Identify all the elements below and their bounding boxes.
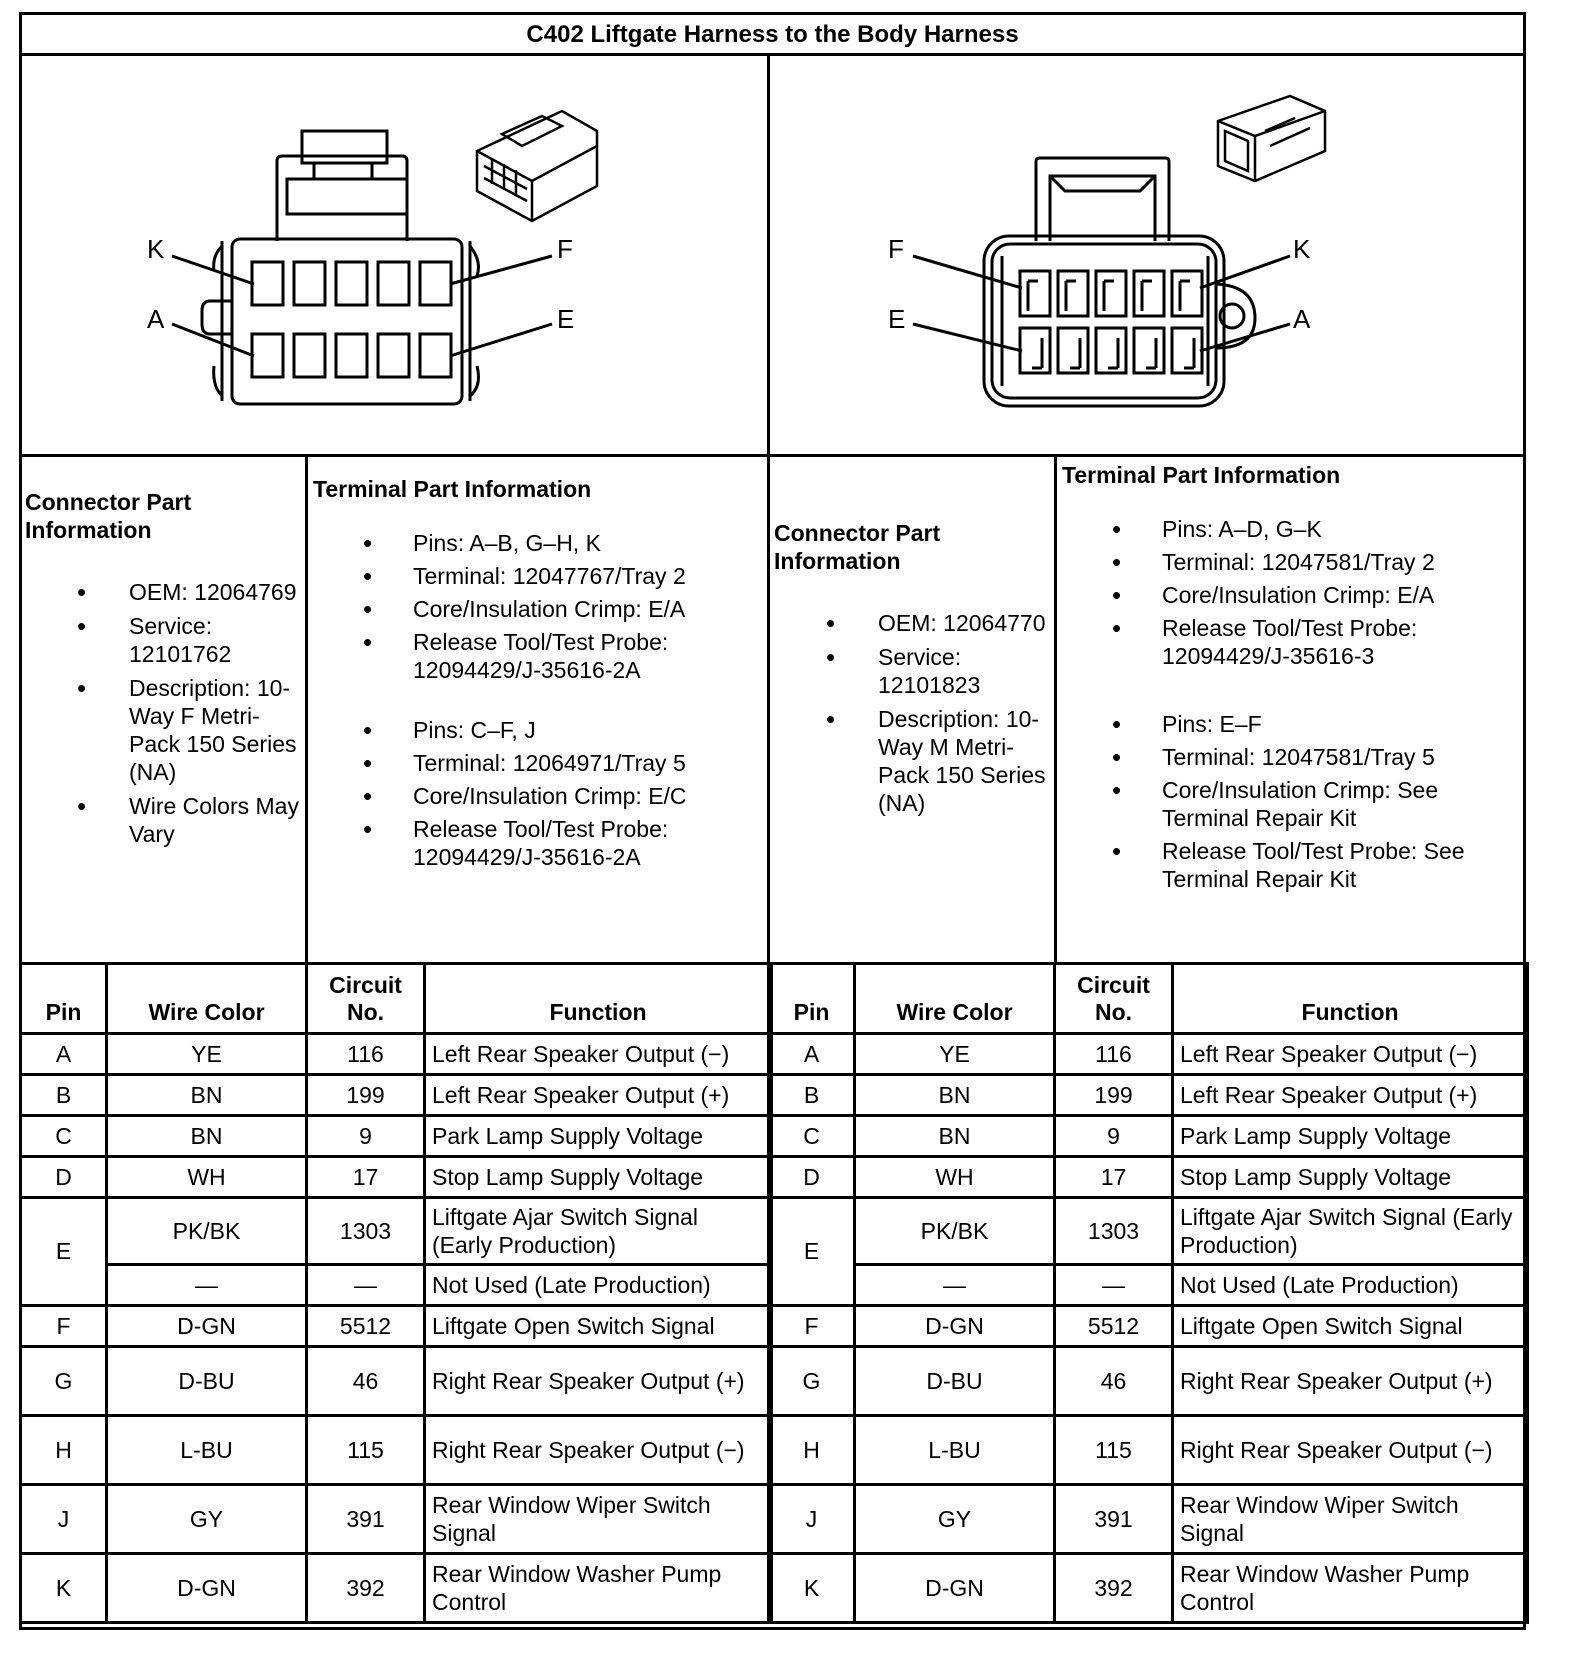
- circuit-cell: 5512: [1055, 1306, 1173, 1347]
- left-terminal-g2-pins: • Pins: C–F, J: [313, 716, 763, 744]
- header-wire-color: Wire Color: [107, 964, 307, 1034]
- table-row: [21, 1198, 772, 1265]
- page-title: C402 Liftgate Harness to the Body Harness: [526, 21, 1019, 48]
- circuit-cell: 116: [1055, 1034, 1173, 1075]
- function-cell: Park Lamp Supply Voltage: [1173, 1116, 1528, 1157]
- pin-cell: A: [21, 1034, 107, 1075]
- function-cell: Not Used (Late Production): [425, 1265, 772, 1306]
- circuit-cell: 115: [1055, 1416, 1173, 1485]
- wire-color-cell: —: [855, 1265, 1055, 1306]
- header-wire-color: Wire Color: [855, 964, 1055, 1034]
- left-terminal-heading: Terminal Part Information: [313, 476, 592, 502]
- header-pin: Pin: [769, 964, 855, 1034]
- table-row: [769, 1198, 1528, 1265]
- table-row: [21, 1034, 772, 1075]
- function-cell: Right Rear Speaker Output (+): [425, 1347, 772, 1416]
- pin-cell: A: [769, 1034, 855, 1075]
- right-label-f: F: [888, 234, 904, 264]
- wire-color-cell: D-GN: [107, 1554, 307, 1623]
- wire-color-cell: L-BU: [855, 1416, 1055, 1485]
- left-connector-oem: • OEM: 12064769: [25, 578, 300, 606]
- wire-color-cell: D-GN: [855, 1554, 1055, 1623]
- pin-cell: C: [21, 1116, 107, 1157]
- left-terminal-g1-pins: • Pins: A–B, G–H, K: [313, 529, 763, 557]
- left-terminal-g1-crimp: • Core/Insulation Crimp: E/A: [313, 595, 763, 623]
- wire-color-cell: WH: [107, 1157, 307, 1198]
- pin-cell: B: [769, 1075, 855, 1116]
- wire-color-cell: D-GN: [107, 1306, 307, 1347]
- right-terminal-info: [1062, 461, 1522, 893]
- circuit-cell: 391: [307, 1485, 425, 1554]
- right-pinout-table: [767, 962, 1529, 1624]
- table-row: [769, 1306, 1528, 1347]
- circuit-cell: 1303: [1055, 1198, 1173, 1265]
- left-pinout-table: [19, 962, 773, 1624]
- circuit-cell: —: [1055, 1265, 1173, 1306]
- table-row: [21, 1554, 772, 1623]
- left-label-k: K: [147, 234, 165, 264]
- header-pin: Pin: [21, 964, 107, 1034]
- circuit-cell: 115: [307, 1416, 425, 1485]
- circuit-cell: 392: [307, 1554, 425, 1623]
- right-terminal-g2-pins: • Pins: E–F: [1062, 710, 1522, 738]
- pin-cell: D: [769, 1157, 855, 1198]
- right-connector-service: • Service: 12101823: [774, 643, 1049, 699]
- function-cell: Left Rear Speaker Output (+): [1173, 1075, 1528, 1116]
- right-terminal-g2-crimp: • Core/Insulation Crimp: See Terminal Repair Kit: [1062, 776, 1522, 832]
- table-row: [21, 1116, 772, 1157]
- right-terminal-g1-terminal: • Terminal: 12047581/Tray 2: [1062, 548, 1522, 576]
- left-terminal-g2-crimp: • Core/Insulation Crimp: E/C: [313, 782, 763, 810]
- header-circuit-no: Circuit No.: [307, 964, 425, 1034]
- left-connector-heading: Connector Part Information: [25, 489, 192, 543]
- function-cell: Left Rear Speaker Output (−): [425, 1034, 772, 1075]
- pin-cell: F: [769, 1306, 855, 1347]
- table-row: [769, 1034, 1528, 1075]
- table-row: [21, 1157, 772, 1198]
- right-terminal-g1-tool: • Release Tool/Test Probe: 12094429/J-35616-3: [1062, 614, 1522, 670]
- right-terminal-heading: Terminal Part Information: [1062, 462, 1341, 488]
- pin-cell: E: [769, 1198, 855, 1306]
- function-cell: Left Rear Speaker Output (+): [425, 1075, 772, 1116]
- wire-color-cell: BN: [107, 1116, 307, 1157]
- wire-color-cell: BN: [855, 1075, 1055, 1116]
- wire-color-cell: PK/BK: [107, 1198, 307, 1265]
- function-cell: Rear Window Washer Pump Control: [1173, 1554, 1528, 1623]
- wire-color-cell: —: [107, 1265, 307, 1306]
- pin-cell: J: [21, 1485, 107, 1554]
- pin-cell: G: [769, 1347, 855, 1416]
- circuit-cell: 199: [1055, 1075, 1173, 1116]
- left-connector-service: • Service: 12101762: [25, 612, 300, 668]
- circuit-cell: 46: [307, 1347, 425, 1416]
- right-info-divider: [1054, 454, 1057, 965]
- table-row: [21, 1347, 772, 1416]
- function-cell: Liftgate Ajar Switch Signal (Early Production): [425, 1198, 772, 1265]
- function-cell: Left Rear Speaker Output (−): [1173, 1034, 1528, 1075]
- header-function: Function: [1173, 964, 1528, 1034]
- left-terminal-g1-tool: • Release Tool/Test Probe: 12094429/J-35616-2A: [313, 628, 763, 684]
- left-label-e: E: [557, 304, 575, 334]
- circuit-cell: 17: [307, 1157, 425, 1198]
- circuit-cell: 1303: [307, 1198, 425, 1265]
- function-cell: Rear Window Wiper Switch Signal: [425, 1485, 772, 1554]
- pin-cell: J: [769, 1485, 855, 1554]
- left-connector-description: • Description: 10-Way F Metri-Pack 150 Series (NA): [25, 674, 300, 786]
- right-connector-oem: • OEM: 12064770: [774, 609, 1049, 637]
- circuit-cell: 392: [1055, 1554, 1173, 1623]
- wire-color-cell: D-BU: [107, 1347, 307, 1416]
- wire-color-cell: BN: [107, 1075, 307, 1116]
- table-row: [21, 1075, 772, 1116]
- left-terminal-info: [313, 475, 763, 871]
- left-terminal-g1-terminal: • Terminal: 12047767/Tray 2: [313, 562, 763, 590]
- table-row: [769, 1265, 1528, 1306]
- circuit-cell: 9: [307, 1116, 425, 1157]
- function-cell: Liftgate Ajar Switch Signal (Early Production): [1173, 1198, 1528, 1265]
- wire-color-cell: GY: [107, 1485, 307, 1554]
- wire-color-cell: L-BU: [107, 1416, 307, 1485]
- right-connector-diagram: [770, 56, 1523, 454]
- function-cell: Stop Lamp Supply Voltage: [1173, 1157, 1528, 1198]
- function-cell: Right Rear Speaker Output (−): [425, 1416, 772, 1485]
- right-terminal-g2-tool: • Release Tool/Test Probe: See Terminal Repair Kit: [1062, 837, 1522, 893]
- function-cell: Stop Lamp Supply Voltage: [425, 1157, 772, 1198]
- circuit-cell: 391: [1055, 1485, 1173, 1554]
- left-connector-diagram: [22, 56, 767, 454]
- diagram-divider: [19, 454, 1526, 457]
- left-connector-info: [25, 488, 300, 848]
- right-connector-info: [774, 519, 1049, 817]
- table-row: [769, 1416, 1528, 1485]
- circuit-cell: 5512: [307, 1306, 425, 1347]
- wire-color-cell: GY: [855, 1485, 1055, 1554]
- right-label-a: A: [1293, 304, 1311, 334]
- function-cell: Park Lamp Supply Voltage: [425, 1116, 772, 1157]
- table-row: [769, 1116, 1528, 1157]
- right-connector-heading: Connector Part Information: [774, 520, 941, 574]
- circuit-cell: 17: [1055, 1157, 1173, 1198]
- table-row: [21, 1485, 772, 1554]
- male-connector-isometric-icon: [1218, 96, 1325, 181]
- pin-cell: H: [21, 1416, 107, 1485]
- wire-color-cell: YE: [107, 1034, 307, 1075]
- right-terminal-g2-terminal: • Terminal: 12047581/Tray 5: [1062, 743, 1522, 771]
- wire-color-cell: PK/BK: [855, 1198, 1055, 1265]
- circuit-cell: 116: [307, 1034, 425, 1075]
- function-cell: Rear Window Wiper Switch Signal: [1173, 1485, 1528, 1554]
- function-cell: Not Used (Late Production): [1173, 1265, 1528, 1306]
- pin-cell: F: [21, 1306, 107, 1347]
- table-row: [769, 1485, 1528, 1554]
- pin-cell: G: [21, 1347, 107, 1416]
- function-cell: Liftgate Open Switch Signal: [425, 1306, 772, 1347]
- wire-color-cell: D-BU: [855, 1347, 1055, 1416]
- left-label-a: A: [147, 304, 165, 334]
- pin-cell: K: [21, 1554, 107, 1623]
- table-row: [21, 1306, 772, 1347]
- function-cell: Right Rear Speaker Output (−): [1173, 1416, 1528, 1485]
- circuit-cell: 9: [1055, 1116, 1173, 1157]
- table-row: [21, 1265, 772, 1306]
- header-circuit-no: Circuit No.: [1055, 964, 1173, 1034]
- circuit-cell: —: [307, 1265, 425, 1306]
- wire-color-cell: BN: [855, 1116, 1055, 1157]
- left-terminal-g2-tool: • Release Tool/Test Probe: 12094429/J-35616-2A: [313, 815, 763, 871]
- function-cell: Liftgate Open Switch Signal: [1173, 1306, 1528, 1347]
- right-label-k: K: [1293, 234, 1311, 264]
- table-row: [21, 1416, 772, 1485]
- pin-cell: D: [21, 1157, 107, 1198]
- circuit-cell: 199: [307, 1075, 425, 1116]
- right-terminal-g1-pins: • Pins: A–D, G–K: [1062, 515, 1522, 543]
- function-cell: Rear Window Washer Pump Control: [425, 1554, 772, 1623]
- table-row: [769, 1075, 1528, 1116]
- right-label-e: E: [888, 304, 906, 334]
- wire-color-cell: D-GN: [855, 1306, 1055, 1347]
- table-row: [769, 1554, 1528, 1623]
- left-connector-wire-colors: • Wire Colors May Vary: [25, 792, 300, 848]
- left-terminal-g2-terminal: • Terminal: 12064971/Tray 5: [313, 749, 763, 777]
- table-row: [769, 1347, 1528, 1416]
- left-label-f: F: [557, 234, 573, 264]
- pin-cell: H: [769, 1416, 855, 1485]
- male-connector-face-icon: [913, 158, 1290, 406]
- pin-cell: B: [21, 1075, 107, 1116]
- pin-cell: C: [769, 1116, 855, 1157]
- wire-color-cell: YE: [855, 1034, 1055, 1075]
- circuit-cell: 46: [1055, 1347, 1173, 1416]
- header-function: Function: [425, 964, 772, 1034]
- right-terminal-g1-crimp: • Core/Insulation Crimp: E/A: [1062, 581, 1522, 609]
- pin-cell: K: [769, 1554, 855, 1623]
- left-info-divider: [305, 454, 308, 965]
- wire-color-cell: WH: [855, 1157, 1055, 1198]
- pin-cell: E: [21, 1198, 107, 1306]
- connector-isometric-icon: [477, 111, 597, 221]
- right-connector-description: • Description: 10-Way M Metri-Pack 150 Series (NA): [774, 705, 1049, 817]
- table-row: [769, 1157, 1528, 1198]
- function-cell: Right Rear Speaker Output (+): [1173, 1347, 1528, 1416]
